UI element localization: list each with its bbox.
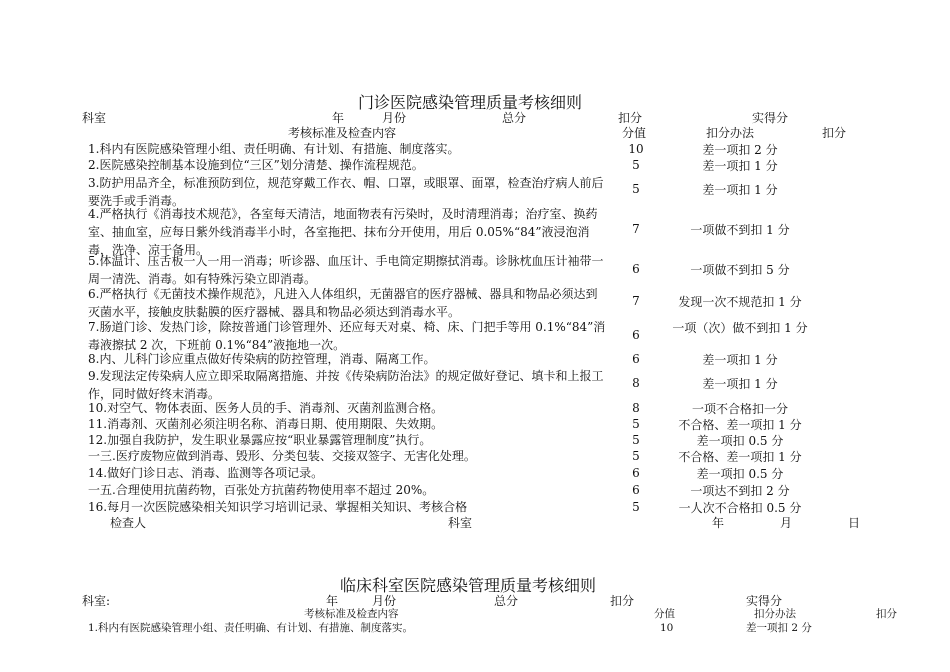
form1-dept-label: 科室 <box>82 111 107 125</box>
row-score: 5 <box>632 417 640 431</box>
row-score: 8 <box>632 401 640 415</box>
form2-col-standard: 考核标准及检查内容 <box>304 608 399 620</box>
row-method: 一项做不到扣 1 分 <box>690 223 790 237</box>
form1-row <box>0 156 950 174</box>
row-score: 5 <box>632 158 640 172</box>
form2-col-score: 分值 <box>654 608 675 620</box>
row-score: 5 <box>632 182 640 196</box>
form2-month-label: 月份 <box>372 594 397 608</box>
row-content: 4.严格执行《消毒技术规范》，各室每天清洁，地面物表有污染时，及时清理消毒；治疗室、换药室、抽血室，应每日紫外线消毒半小时，各室拖把、抹布分开使用，用后 0.05%“84”液浸泡消毒，洗净、凉干备用。 <box>88 207 598 257</box>
form2-title: 临床科室医院感染管理质量考核细则 <box>340 576 597 595</box>
row-score: 10 <box>628 142 644 156</box>
form1-row <box>0 481 950 499</box>
row-content: 10.对空气、物体表面、医务人员的手、消毒剂、灭菌剂监测合格。 <box>88 401 444 415</box>
row-score: 5 <box>632 500 640 514</box>
row-score: 6 <box>632 352 640 366</box>
row-content: 14.做好门诊日志、消毒、监测等各项记录。 <box>88 466 324 480</box>
form1-year-label: 年 <box>332 111 345 125</box>
form2-actual-label: 实得分 <box>746 594 783 608</box>
form1-row <box>0 318 950 354</box>
row-method: 一项（次）做不到扣 1 分 <box>672 321 808 335</box>
form2-row-content: 1.科内有医院感染管理小组、责任明确、有计划、有措施、制度落实。 <box>88 622 414 634</box>
row-method: 差一项扣 1 分 <box>702 183 778 197</box>
form2-total-label: 总分 <box>494 594 519 608</box>
row-method: 差一项扣 1 分 <box>702 377 778 391</box>
row-content: 6.严格执行《无菌技术操作规范》，凡进入人体组织，无菌器官的医疗器械、器具和物品必须达到灭菌水平，接触皮肤黏膜的医疗器械、器具和物品必须达到消毒水平。 <box>88 287 598 319</box>
row-score: 6 <box>632 262 640 276</box>
row-content: 5.体温计、压舌板一人一用一消毒；听诊器、血压计、手电筒定期擦拭消毒。诊脉枕血压计袖带一周一清洗、消毒。如有特殊污染立即消毒。 <box>88 254 604 286</box>
row-score: 7 <box>632 222 640 236</box>
row-method: 差一项扣 1 分 <box>702 159 778 173</box>
row-score: 8 <box>632 376 640 390</box>
row-method: 差一项扣 0.5 分 <box>696 434 784 448</box>
form2-row-method: 差一项扣 2 分 <box>746 622 812 634</box>
row-content: 16.每月一次医院感染相关知识学习培训记录、掌握相关知识、考核合格 <box>88 500 468 514</box>
row-content: 9.发现法定传染病人应立即采取隔离措施、并按《传染病防治法》的规定做好登记、填卡和上报工作，同时做好终末消毒。 <box>88 369 604 401</box>
form2-year-label: 年 <box>326 594 339 608</box>
form1-row <box>0 350 950 368</box>
form1-month-label: 月份 <box>382 111 407 125</box>
form1-deduct-label: 扣分 <box>618 111 643 125</box>
row-score: 6 <box>632 483 640 497</box>
form1-col-score: 分值 <box>622 126 647 140</box>
form1-col-standard: 考核标准及检查内容 <box>288 126 397 140</box>
form1-row <box>0 498 950 516</box>
row-content: 一三.医疗废物应做到消毒、毁形、分类包装、交接双签字、无害化处理。 <box>88 449 476 463</box>
form1-row <box>0 285 950 321</box>
form1-footer-dept-label: 科室 <box>448 516 473 530</box>
form1-inspector-label: 检查人 <box>110 516 147 530</box>
row-method: 差一项扣 1 分 <box>702 353 778 367</box>
form1-footer-day-label: 日 <box>848 516 861 530</box>
form2-row-score: 10 <box>660 622 674 634</box>
row-content: 11.消毒剂、灭菌剂必须注明名称、消毒日期、使用期限、失效期。 <box>88 417 444 431</box>
form1-actual-label: 实得分 <box>752 111 789 125</box>
row-content: 12.加强自我防护，发生职业暴露应按“职业暴露管理制度”执行。 <box>88 433 432 447</box>
row-content: 1.科内有医院感染管理小组、责任明确、有计划、有措施、制度落实。 <box>88 142 460 156</box>
row-content: 3.防护用品齐全，标准预防到位，规范穿戴工作衣、帽、口罩，或眼罩、面罩，检查治疗病人前后要洗手或手消毒。 <box>88 176 604 208</box>
form1-row <box>0 205 950 259</box>
form1-title: 门诊医院感染管理质量考核细则 <box>358 93 583 112</box>
row-method: 差一项扣 0.5 分 <box>696 467 784 481</box>
row-score: 5 <box>632 449 640 463</box>
row-score: 6 <box>632 328 640 342</box>
form1-row <box>0 447 950 465</box>
row-score: 6 <box>632 466 640 480</box>
row-method: 一项达不到扣 2 分 <box>690 484 790 498</box>
row-method: 一项不合格扣一分 <box>691 402 788 416</box>
form1-col-deduct: 扣分 <box>822 126 847 140</box>
row-method: 一人次不合格扣 0.5 分 <box>678 501 802 515</box>
form1-row <box>0 252 950 288</box>
row-content: 2.医院感染控制基本设施到位“三区”划分清楚、操作流程规范。 <box>88 158 424 172</box>
row-content: 一五.合理使用抗菌药物，百张处方抗菌药物使用率不超过 20%。 <box>88 483 435 497</box>
row-content: 8.内、儿科门诊应重点做好传染病的防控管理，消毒、隔离工作。 <box>88 352 436 366</box>
row-method: 差一项扣 2 分 <box>702 143 778 157</box>
form1-row <box>0 464 950 482</box>
form1-footer-year-label: 年 <box>712 516 725 530</box>
row-content: 7.肠道门诊、发热门诊，除按普通门诊管理外、还应每天对桌、椅、床、门把手等用 0.1%“84”消毒液擦拭 2 次，下班前 0.1%“84”液拖地一次。 <box>88 320 606 352</box>
form2-dept-label: 科室: <box>82 594 111 608</box>
form1-row <box>0 367 950 403</box>
form1-footer-month-label: 月 <box>780 516 793 530</box>
row-score: 5 <box>632 433 640 447</box>
form1-total-label: 总分 <box>502 111 527 125</box>
form2-col-method: 扣分办法 <box>754 608 796 620</box>
row-method: 不合格、差一项扣 1 分 <box>678 450 802 464</box>
form2-col-deduct: 扣分 <box>876 608 897 620</box>
form1-col-method: 扣分办法 <box>706 126 755 140</box>
row-score: 7 <box>632 294 640 308</box>
row-method: 不合格、差一项扣 1 分 <box>678 418 802 432</box>
row-method: 发现一次不规范扣 1 分 <box>678 295 802 309</box>
form2-deduct-label: 扣分 <box>610 594 635 608</box>
row-method: 一项做不到扣 5 分 <box>690 263 790 277</box>
